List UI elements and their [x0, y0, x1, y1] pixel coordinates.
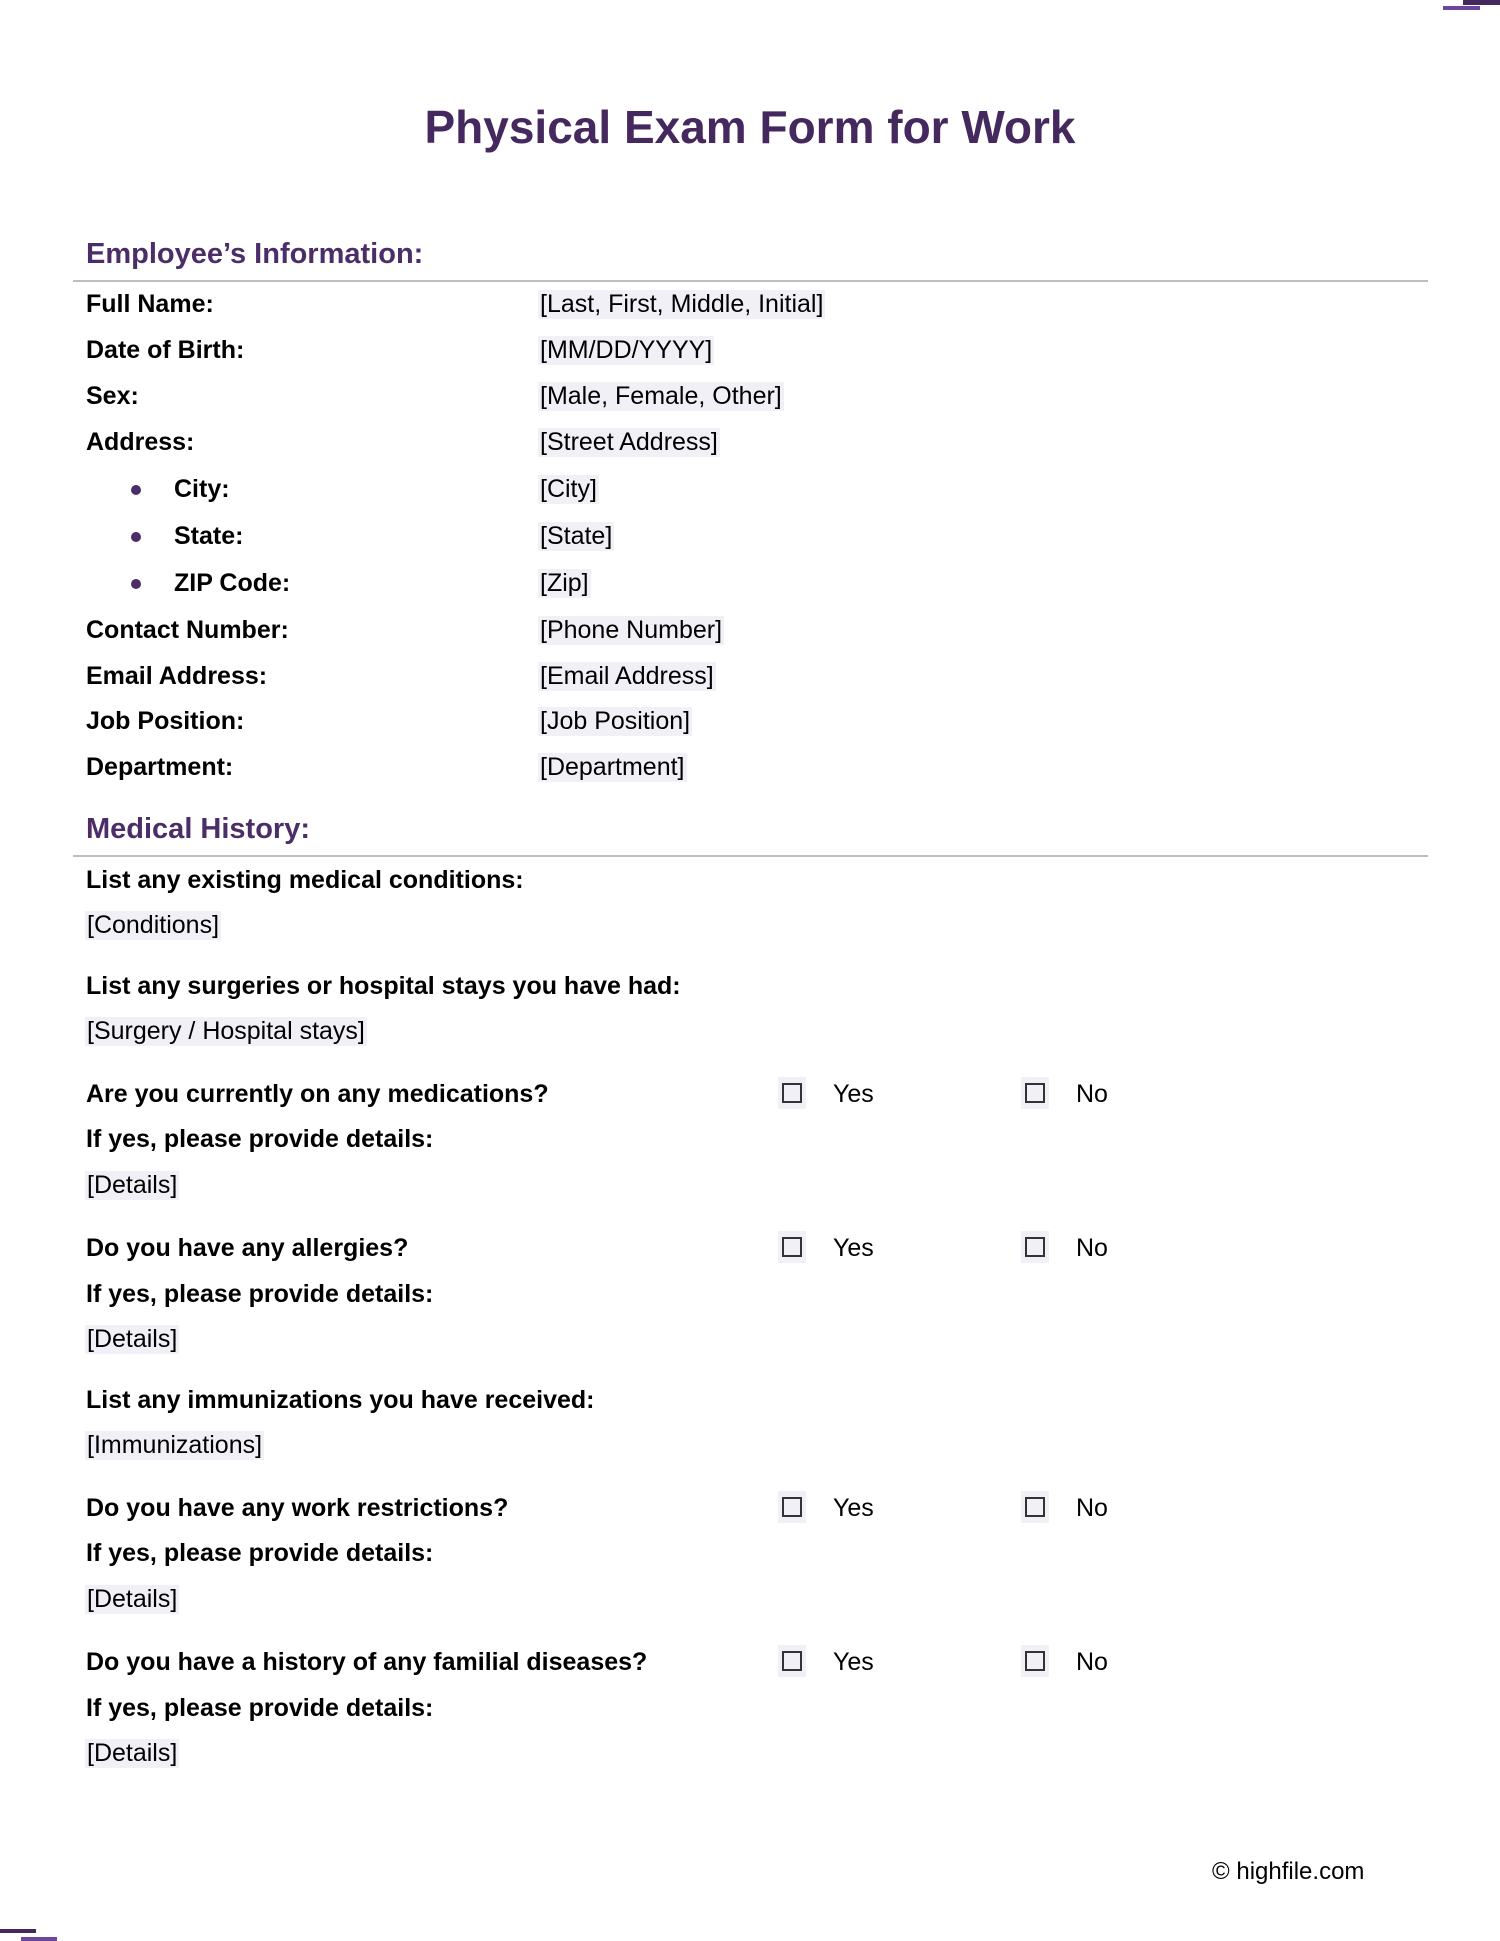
allergies-question: Do you have any allergies? [86, 1234, 409, 1262]
restrictions-yes-label: Yes [833, 1494, 874, 1522]
restrictions-yes-checkbox[interactable] [778, 1491, 806, 1523]
corner-decoration-top [1443, 6, 1480, 10]
section-divider [73, 855, 1428, 857]
medications-no-label: No [1076, 1080, 1108, 1108]
field-label-city: City: [174, 475, 230, 503]
section-divider [73, 280, 1428, 282]
conditions-label: List any existing medical conditions: [86, 866, 524, 894]
checkbox-icon [782, 1497, 802, 1517]
restrictions-question: Do you have any work restrictions? [86, 1494, 509, 1522]
bullet-icon [131, 532, 141, 542]
restrictions-details-label: If yes, please provide details: [86, 1539, 434, 1567]
field-label-contact: Contact Number: [86, 616, 289, 644]
allergies-details-field[interactable]: [Details] [87, 1325, 178, 1353]
field-label-job-position: Job Position: [86, 707, 245, 735]
bullet-icon [131, 485, 141, 495]
familial-details-field[interactable]: [Details] [87, 1739, 178, 1767]
field-zip[interactable]: [Zip] [540, 569, 589, 597]
restrictions-no-label: No [1076, 1494, 1108, 1522]
medications-details-field[interactable]: [Details] [87, 1171, 178, 1199]
field-job-position[interactable]: [Job Position] [540, 707, 691, 735]
surgeries-field[interactable]: [Surgery / Hospital stays] [87, 1017, 365, 1045]
corner-decoration-bottom [0, 1929, 36, 1933]
checkbox-icon [1025, 1237, 1045, 1257]
field-label-dob: Date of Birth: [86, 336, 245, 364]
checkbox-icon [1025, 1497, 1045, 1517]
restrictions-no-checkbox[interactable] [1021, 1491, 1049, 1523]
allergies-yes-label: Yes [833, 1234, 874, 1262]
checkbox-icon [782, 1651, 802, 1671]
field-address[interactable]: [Street Address] [540, 428, 718, 456]
checkbox-icon [782, 1237, 802, 1257]
allergies-no-label: No [1076, 1234, 1108, 1262]
medications-no-checkbox[interactable] [1021, 1077, 1049, 1109]
field-label-zip: ZIP Code: [174, 569, 291, 597]
restrictions-details-field[interactable]: [Details] [87, 1585, 178, 1613]
medications-yes-label: Yes [833, 1080, 874, 1108]
familial-no-label: No [1076, 1648, 1108, 1676]
familial-details-label: If yes, please provide details: [86, 1694, 434, 1722]
allergies-yes-checkbox[interactable] [778, 1231, 806, 1263]
immunizations-label: List any immunizations you have received: [86, 1386, 595, 1414]
field-label-full-name: Full Name: [86, 290, 214, 318]
field-label-state: State: [174, 522, 244, 550]
medications-question: Are you currently on any medications? [86, 1080, 549, 1108]
familial-yes-label: Yes [833, 1648, 874, 1676]
field-label-address: Address: [86, 428, 195, 456]
field-dob[interactable]: [MM/DD/YYYY] [540, 336, 713, 364]
section-heading-employee: Employee’s Information: [86, 238, 424, 270]
page-title: Physical Exam Form for Work [424, 101, 1076, 153]
field-label-sex: Sex: [86, 382, 139, 410]
corner-decoration-top [1463, 0, 1500, 5]
field-label-email: Email Address: [86, 662, 268, 690]
footer-copyright: © highfile.com [1212, 1858, 1365, 1885]
corner-decoration-bottom [21, 1937, 57, 1941]
checkbox-icon [782, 1083, 802, 1103]
surgeries-label: List any surgeries or hospital stays you have had: [86, 972, 681, 1000]
field-city[interactable]: [City] [540, 475, 597, 503]
field-sex[interactable]: [Male, Female, Other] [540, 382, 782, 410]
allergies-details-label: If yes, please provide details: [86, 1280, 434, 1308]
checkbox-icon [1025, 1083, 1045, 1103]
bullet-icon [131, 579, 141, 589]
familial-no-checkbox[interactable] [1021, 1645, 1049, 1677]
familial-yes-checkbox[interactable] [778, 1645, 806, 1677]
allergies-no-checkbox[interactable] [1021, 1231, 1049, 1263]
medications-yes-checkbox[interactable] [778, 1077, 806, 1109]
field-department[interactable]: [Department] [540, 753, 685, 781]
field-label-department: Department: [86, 753, 234, 781]
familial-question: Do you have a history of any familial diseases? [86, 1648, 648, 1676]
conditions-field[interactable]: [Conditions] [87, 911, 220, 939]
field-state[interactable]: [State] [540, 522, 613, 550]
checkbox-icon [1025, 1651, 1045, 1671]
field-full-name[interactable]: [Last, First, Middle, Initial] [540, 290, 824, 318]
section-heading-medical: Medical History: [86, 813, 310, 845]
immunizations-field[interactable]: [Immunizations] [87, 1431, 263, 1459]
medications-details-label: If yes, please provide details: [86, 1125, 434, 1153]
field-email[interactable]: [Email Address] [540, 662, 714, 690]
field-contact[interactable]: [Phone Number] [540, 616, 723, 644]
